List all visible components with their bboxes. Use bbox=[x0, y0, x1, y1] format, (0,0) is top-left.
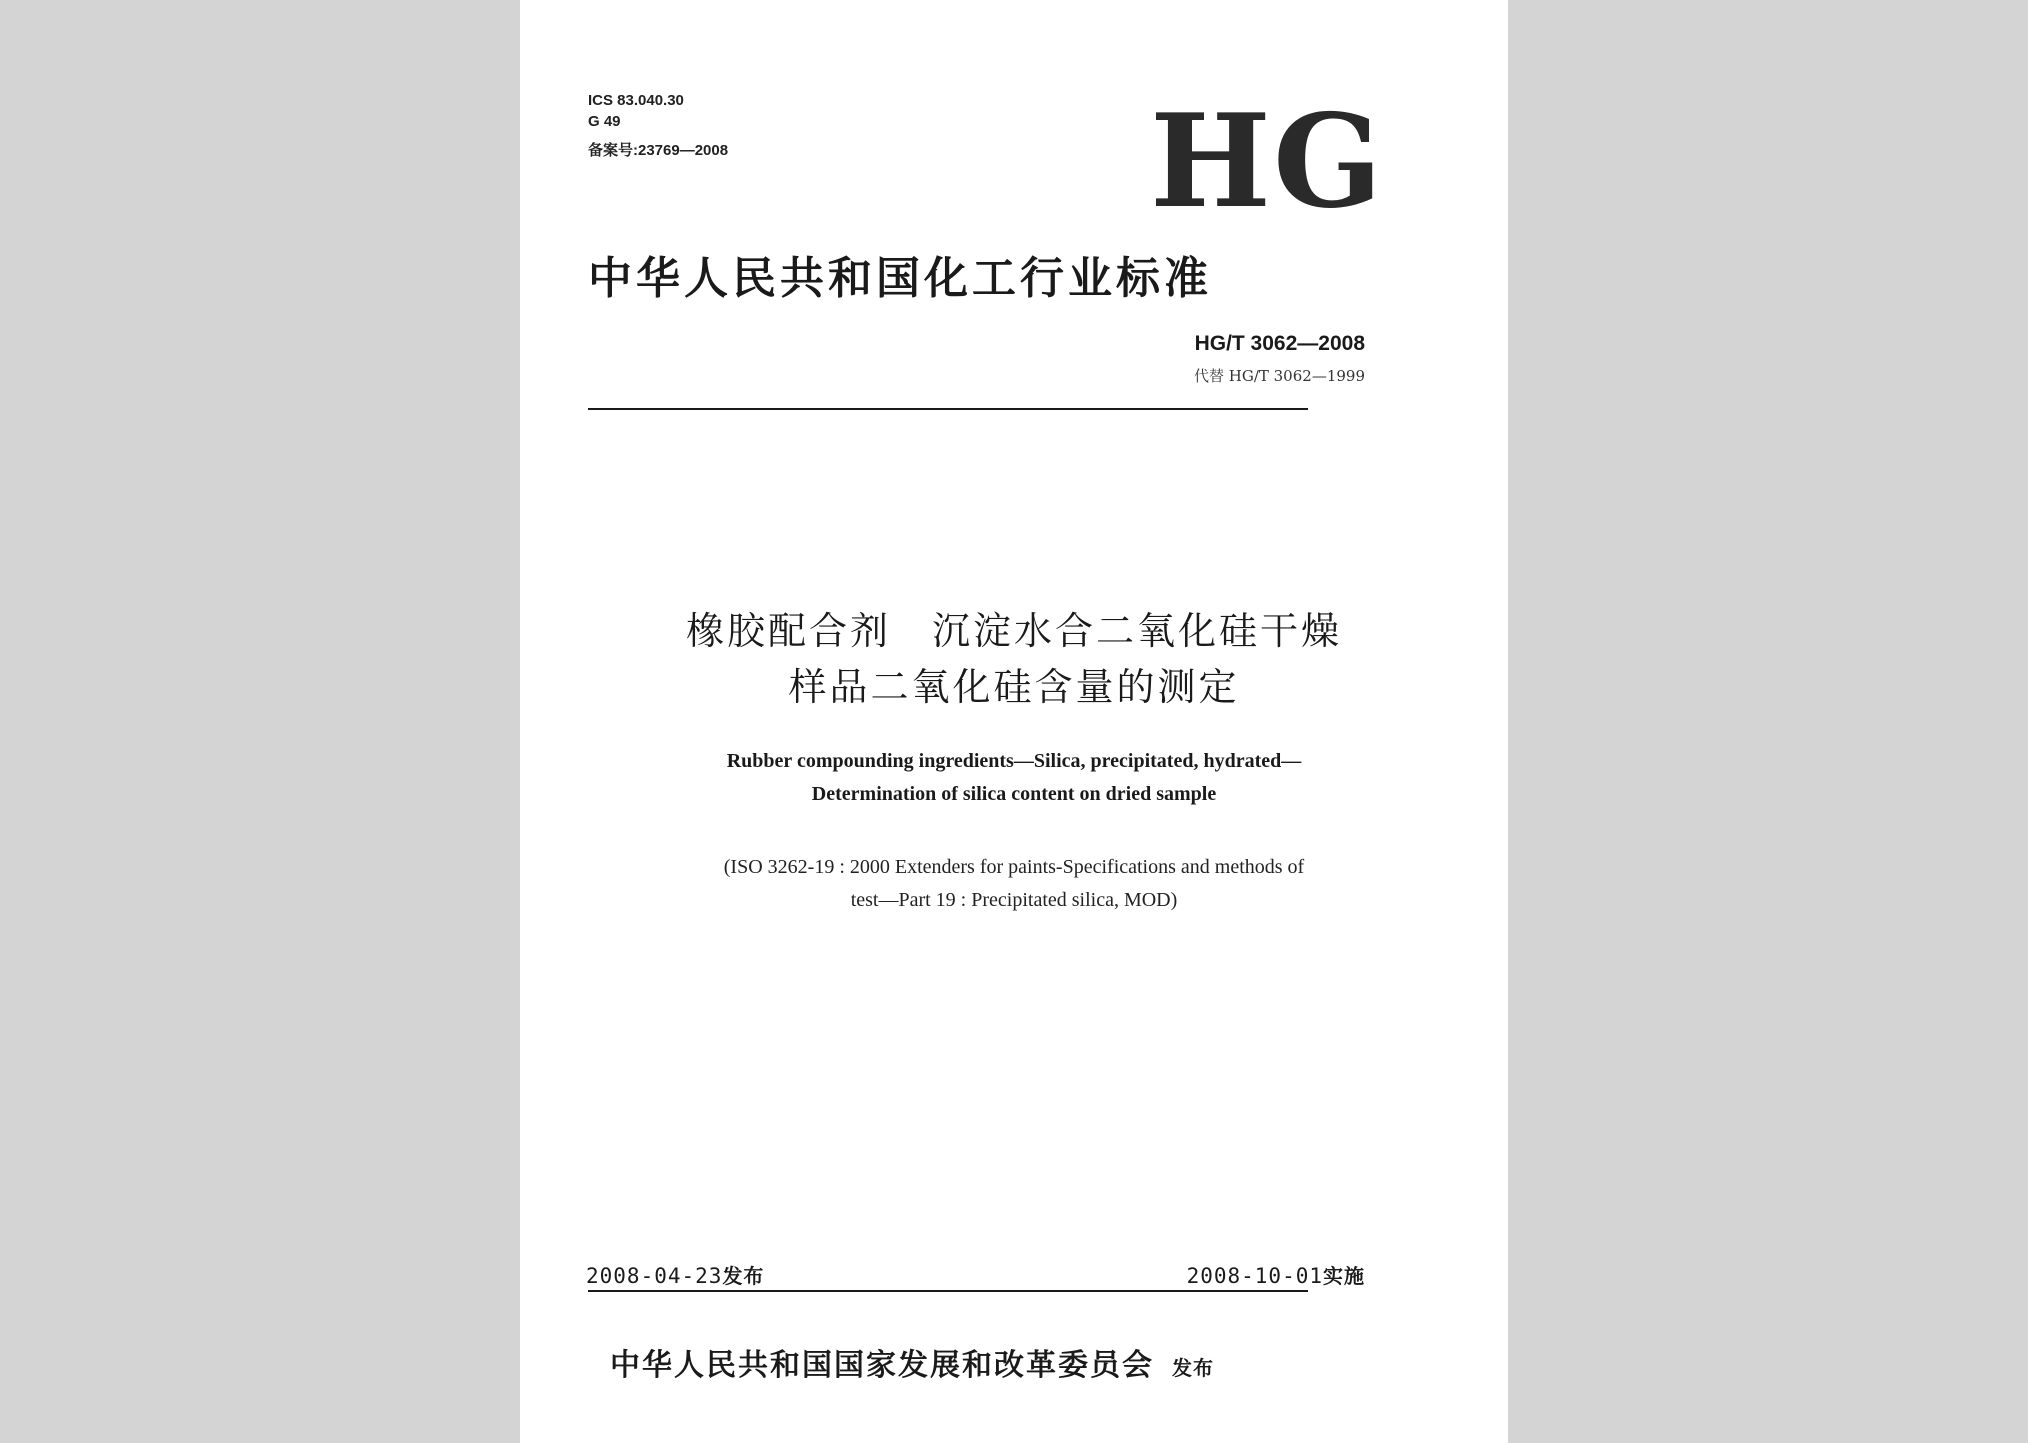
english-title-line-2: Determination of silica content on dried sample bbox=[811, 783, 1217, 805]
footer-divider bbox=[588, 1290, 1308, 1292]
document-page bbox=[520, 0, 1508, 1443]
effective-date bbox=[1187, 1260, 1365, 1289]
header-divider bbox=[588, 408, 1308, 410]
chinese-title-line-2: 样品二氧化硅含量的测定 bbox=[788, 665, 1240, 709]
chinese-title-line-1: 橡胶配合剂 沉淀水合二氧化硅干燥 bbox=[685, 609, 1342, 653]
replaces-standard: 代替 HG/T 3062—1999 bbox=[1193, 367, 1365, 385]
iso-reference-line-2: test—Part 19 : Precipitated silica, MOD) bbox=[850, 889, 1178, 911]
publisher-name: 中华人民共和国国家发展和改革委员会 bbox=[610, 1348, 1154, 1383]
standard-number: HG/T 3062—2008 bbox=[1194, 332, 1365, 355]
effective-date-value: 2008-10-01 bbox=[1186, 1264, 1323, 1288]
publisher bbox=[610, 1340, 1214, 1384]
ics-code: ICS 83.040.30 bbox=[588, 92, 684, 109]
ccs-code: G 49 bbox=[588, 113, 621, 130]
effective-date-suffix: 实施 bbox=[1323, 1264, 1365, 1288]
publisher-suffix: 发布 bbox=[1172, 1356, 1214, 1380]
industry-standard-title: 中华人民共和国化工行业标准 bbox=[588, 253, 1212, 304]
issue-date-suffix: 发布 bbox=[722, 1264, 765, 1288]
record-number: 备案号:23769—2008 bbox=[588, 142, 729, 159]
issue-date-value: 2008-04-23 bbox=[586, 1264, 723, 1288]
iso-reference-line-1: (ISO 3262-19 : 2000 Extenders for paints-Specifications and methods of bbox=[723, 856, 1305, 878]
hg-logo: HG bbox=[1150, 87, 1385, 237]
issue-date bbox=[586, 1260, 764, 1289]
english-title-line-1: Rubber compounding ingredients—Silica, precipitated, hydrated— bbox=[726, 750, 1302, 772]
